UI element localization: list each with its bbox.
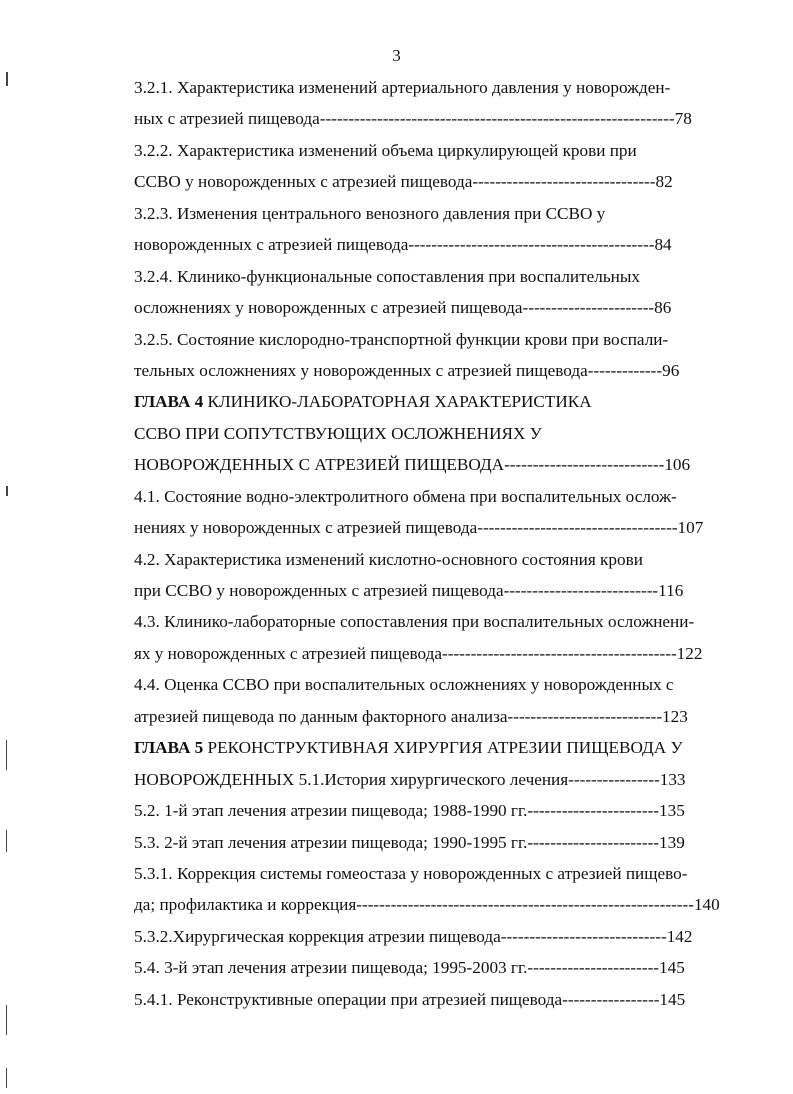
toc-line-text: 5.3. 2-й этап лечения атрезии пищевода; 1990-1995 гг.-----------------------139 — [134, 832, 685, 852]
toc-line — [134, 512, 746, 543]
chapter-label: ГЛАВА 4 — [134, 392, 204, 412]
toc-line-text: 5.4. 3-й этап лечения атрезии пищевода; 1995-2003 гг.-----------------------145 — [134, 958, 685, 978]
toc-line-text: 3.2.5. Состояние кислородно-транспортной функции крови при воспали- — [134, 329, 669, 349]
toc-line — [134, 795, 746, 826]
toc-line-text: 5.3.1. Коррекция системы гомеостаза у новорожденных с атрезией пищево- — [134, 863, 688, 883]
toc-line — [134, 72, 746, 103]
toc-line — [134, 827, 746, 858]
toc-line-text: 4.1. Состояние водно-электролитного обмена при воспалительных ослож- — [134, 486, 677, 506]
toc-line — [134, 638, 746, 669]
toc-line — [134, 606, 746, 637]
toc-line — [134, 701, 746, 732]
toc-line-text: новорожденных с атрезией пищевода-------------------------------------------84 — [134, 235, 672, 255]
scan-margin-mark — [6, 486, 8, 496]
toc-line — [134, 984, 746, 1015]
toc-line — [134, 669, 746, 700]
toc-line-text: нениях у новорожденных с атрезией пищевода-----------------------------------107 — [134, 518, 704, 538]
toc-line-text: 5.3.2.Хирургическая коррекция атрезии пищевода-----------------------------142 — [134, 926, 693, 946]
toc-line-text: 5.2. 1-й этап лечения атрезии пищевода; 1988-1990 гг.-----------------------135 — [134, 801, 685, 821]
toc-line-text: да; профилактика и коррекция-----------------------------------------------------------140 — [134, 895, 720, 915]
toc-line — [134, 575, 746, 606]
toc-line-text: атрезией пищевода по данным факторного анализа---------------------------123 — [134, 706, 688, 726]
scan-margin-mark — [6, 72, 8, 86]
toc-line — [134, 229, 746, 260]
toc-line-text: РЕКОНСТРУКТИВНАЯ ХИРУРГИЯ АТРЕЗИИ ПИЩЕВОДА У — [203, 738, 683, 758]
toc-line-text: ных с атрезией пищевода--------------------------------------------------------------78 — [134, 109, 692, 129]
toc-line — [134, 166, 746, 197]
toc-line — [134, 952, 746, 983]
toc-line — [134, 544, 746, 575]
toc-line-text: при ССВО у новорожденных с атрезией пищевода---------------------------116 — [134, 581, 684, 600]
toc-line-text: 3.2.4. Клинико-функциональные сопоставления при воспалительных — [134, 266, 640, 286]
toc-line-text: НОВОРОЖДЕННЫХ С АТРЕЗИЕЙ ПИЩЕВОДА----------------------------106 — [134, 455, 691, 475]
toc-line — [134, 764, 746, 795]
toc-line — [134, 889, 746, 920]
toc-line-text: осложнениях у новорожденных с атрезией пищевода-----------------------86 — [134, 298, 672, 318]
scan-margin-mark — [6, 1005, 7, 1035]
toc-line — [134, 292, 746, 323]
toc-line — [134, 198, 746, 229]
toc-line — [134, 921, 746, 952]
chapter-label: ГЛАВА 5 — [134, 738, 204, 758]
table-of-contents — [134, 72, 746, 1015]
toc-line — [134, 324, 746, 355]
toc-line-text: 5.4.1. Реконструктивные операции при атрезией пищевода-----------------145 — [134, 989, 686, 1009]
toc-line — [134, 355, 746, 386]
scan-margin-mark — [6, 1068, 7, 1088]
toc-line-text: 3.2.3. Изменения центрального венозного давления при ССВО у — [134, 203, 606, 223]
scan-margin-mark — [6, 740, 7, 770]
toc-line-text: ССВО у новорожденных с атрезией пищевода--------------------------------82 — [134, 172, 673, 192]
scan-margin-mark — [6, 830, 7, 852]
toc-line — [134, 418, 746, 449]
page-number: 3 — [392, 46, 401, 65]
toc-line-text: ях у новорожденных с атрезией пищевода-----------------------------------------122 — [134, 643, 703, 663]
toc-line — [134, 732, 746, 763]
toc-line — [134, 449, 746, 480]
toc-line-text: 3.2.2. Характеристика изменений объема циркулирующей крови при — [134, 140, 637, 160]
toc-line-text: 4.2. Характеристика изменений кислотно-основного состояния крови — [134, 549, 643, 569]
toc-line — [134, 858, 746, 889]
toc-line-text: тельных осложнениях у новорожденных с атрезией пищевода-------------96 — [134, 360, 680, 380]
toc-line-text: 3.2.1. Характеристика изменений артериального давления у новорожден- — [134, 78, 671, 97]
toc-line — [134, 386, 746, 417]
toc-line — [134, 261, 746, 292]
toc-line — [134, 481, 746, 512]
toc-line — [134, 135, 746, 166]
toc-line-text: КЛИНИКО-ЛАБОРАТОРНАЯ ХАРАКТЕРИСТИКА — [203, 392, 592, 412]
toc-line-text: ССВО ПРИ СОПУТСТВУЮЩИХ ОСЛОЖНЕНИЯХ У — [134, 423, 542, 443]
toc-line-text: 4.4. Оценка ССВО при воспалительных осложнениях у новорожденных с — [134, 675, 674, 695]
toc-line-text: НОВОРОЖДЕННЫХ 5.1.История хирургического лечения----------------133 — [134, 769, 686, 789]
toc-line — [134, 103, 746, 134]
toc-line-text: 4.3. Клинико-лабораторные сопоставления при воспалительных осложнени- — [134, 612, 695, 632]
